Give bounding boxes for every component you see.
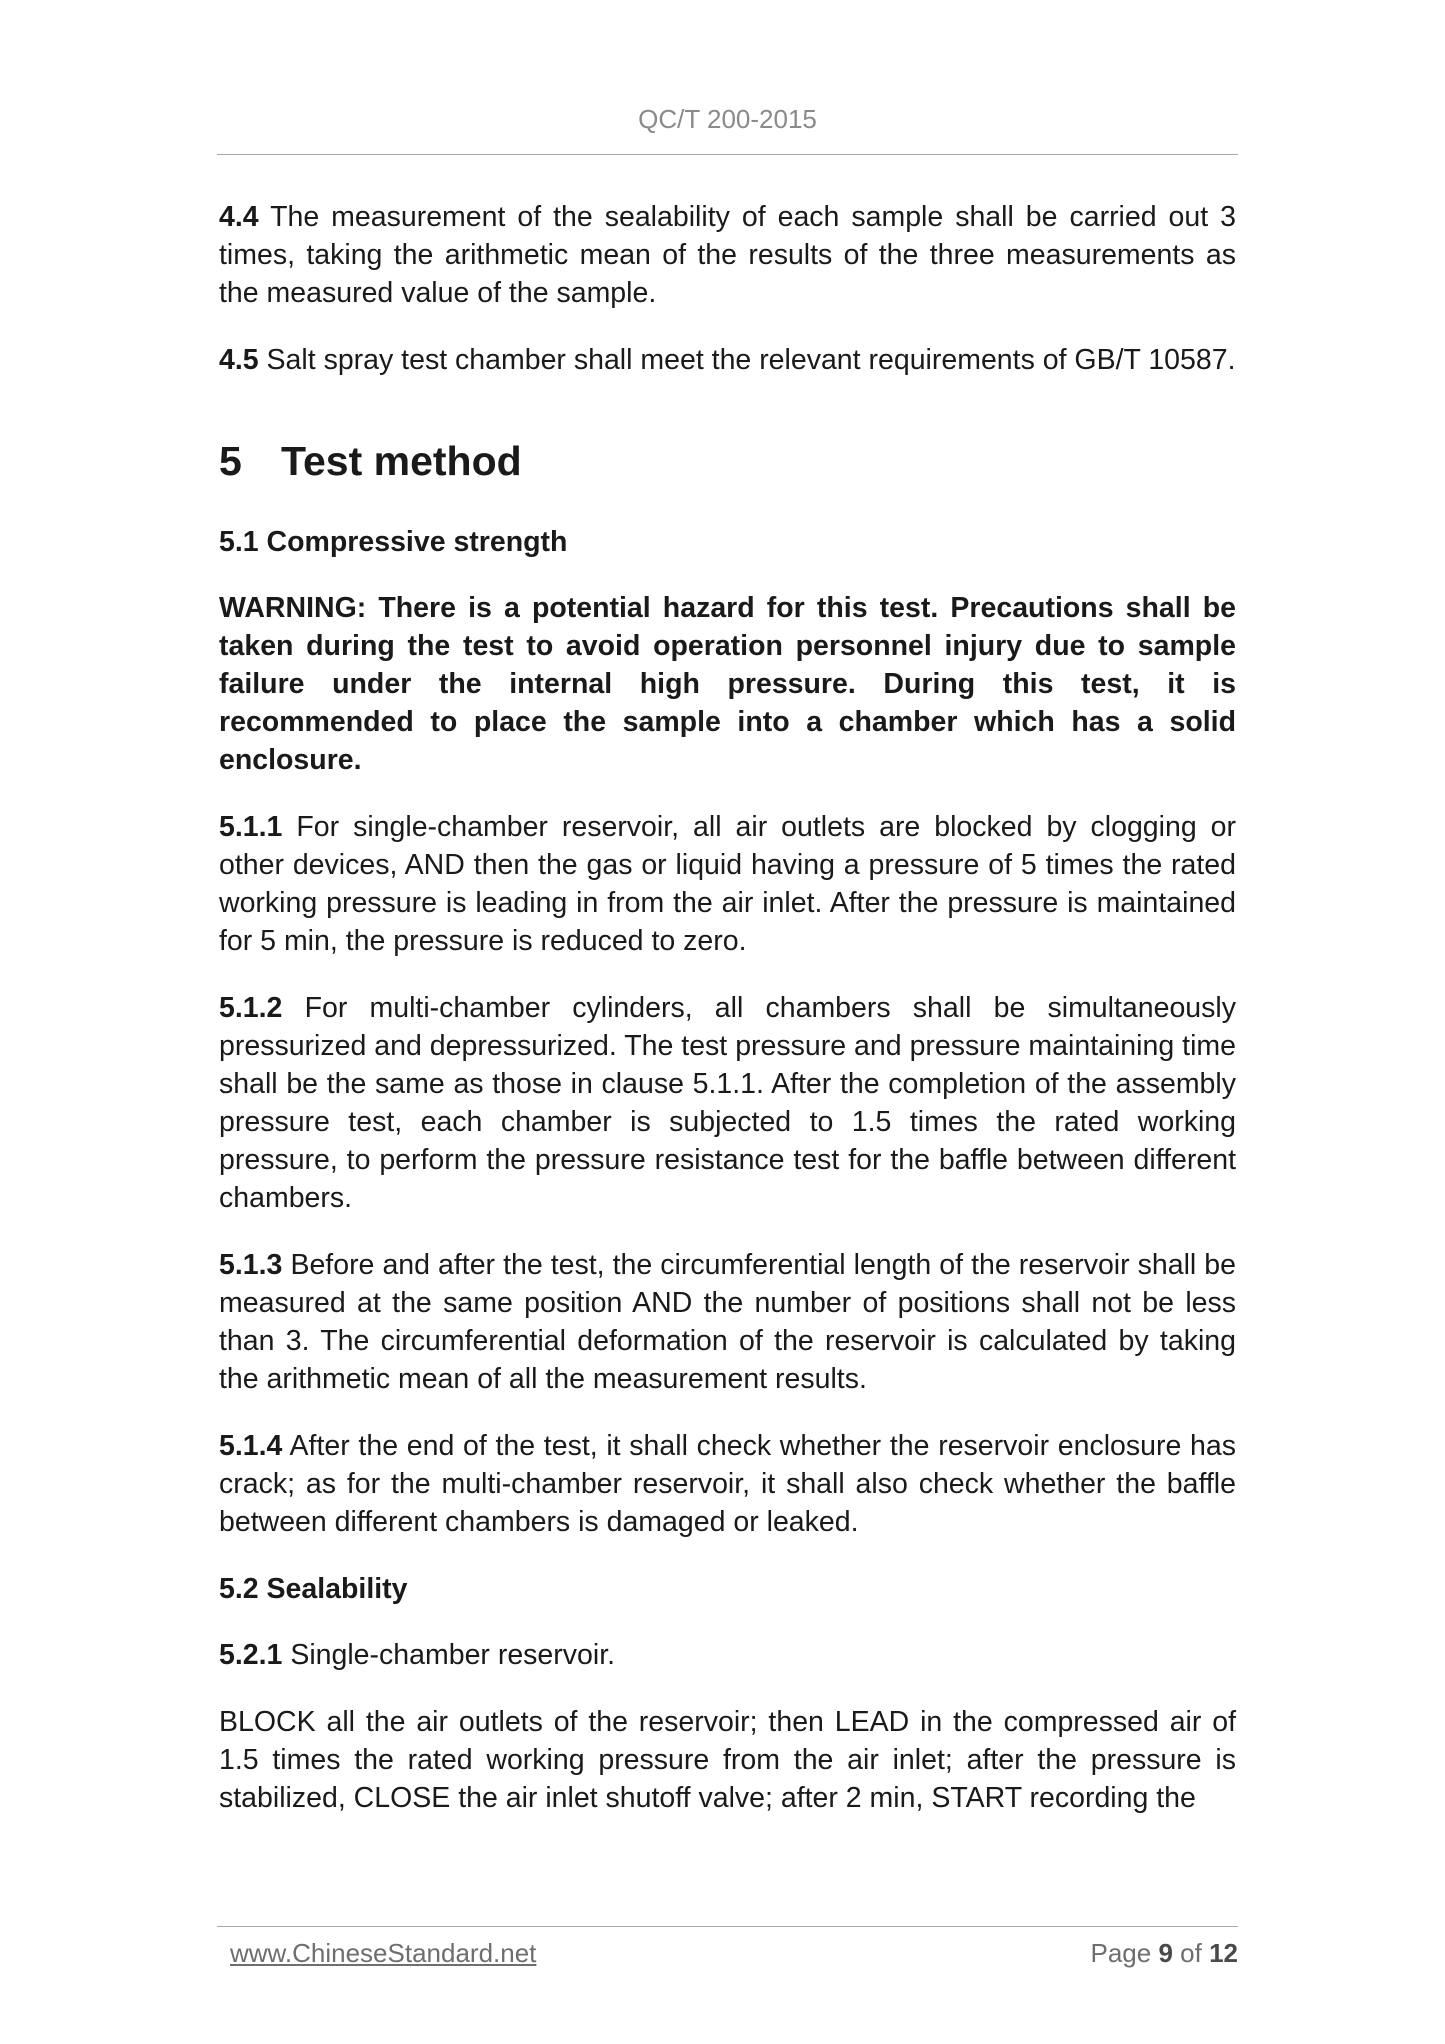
subsection-heading-5-2: 5.2 Sealability — [219, 1573, 408, 1605]
clause-number: 5.1.4 — [219, 1430, 283, 1462]
clause-text: The measurement of the sealability of each sample shall be carried out 3 times, taking the arithmetic mean of the results of the three measurements as the measured value of the sample. — [219, 201, 1237, 309]
clause-4-4 — [219, 198, 1236, 312]
page-word: Page — [1090, 1938, 1152, 1968]
procedure-paragraph: BLOCK all the air outlets of the reservoir; then LEAD in the compressed air of 1.5 times the rated working pressure from the air inlet; after the pressure is stabilized, CLOSE the air inlet shutoff valve; after 2 min, START recording the — [219, 1706, 1236, 1814]
clause-text: For single-chamber reservoir, all air outlets are blocked by clogging or other devices, AND then the gas or liquid having a pressure of 5 times the rated working pressure is leading in from the air inlet. After the pressure is maintained for 5 min, the pressure is reduced to zero. — [219, 811, 1236, 957]
clause-text: Salt spray test chamber shall meet the relevant requirements of GB/T 10587. — [266, 344, 1236, 376]
page-number — [1090, 1938, 1238, 1969]
clause-number: 5.1.1 — [219, 811, 283, 843]
clause-text: After the end of the test, it shall check whether the reservoir enclosure has crack; as for the multi-chamber reservoir, it shall also check whether the baffle between different chambers is damaged or leaked. — [219, 1430, 1236, 1538]
clause-5-1-3 — [219, 1246, 1236, 1398]
section-title: Test method — [281, 438, 522, 484]
warning-paragraph: WARNING: There is a potential hazard for this test. Precautions shall be taken during the test to avoid operation personnel injury due to sample failure under the internal high pressure. During this test, it is recommended to place the sample into a chamber which has a solid enclosure. — [219, 592, 1236, 776]
clause-number: 4.5 — [219, 344, 259, 376]
clause-number: 5.1.2 — [219, 992, 283, 1024]
page-current: 9 — [1158, 1938, 1173, 1968]
clause-5-2-1 — [219, 1636, 1236, 1674]
page-header: QC/T 200-2015 — [638, 104, 817, 134]
page-total: 12 — [1209, 1938, 1238, 1968]
clause-5-1-4 — [219, 1427, 1236, 1541]
clause-5-1-1 — [219, 808, 1236, 960]
clause-number: 5.1.3 — [219, 1249, 283, 1281]
clause-text: Single-chamber reservoir. — [290, 1639, 616, 1671]
clause-text: Before and after the test, the circumferential length of the reservoir shall be measured at the same position AND the number of positions shall not be less than 3. The circumferential deformation of the reservoir is calculated by taking the arithmetic mean of all the measurement results. — [219, 1249, 1236, 1395]
footer-divider — [217, 1926, 1238, 1927]
page-of: of — [1180, 1938, 1202, 1968]
clause-number: 5.2.1 — [219, 1639, 283, 1671]
clause-text: For multi-chamber cylinders, all chambers shall be simultaneously pressurized and depressurized. The test pressure and pressure maintaining time shall be the same as those in clause 5.1.1. After the completion of the assembly pressure test, each chamber is subjected to 1.5 times the rated working pressure, to perform the pressure resistance test for the baffle between different chambers. — [219, 992, 1236, 1214]
section-number: 5 — [219, 438, 242, 484]
clause-number: 4.4 — [219, 201, 259, 233]
document-body — [219, 198, 1236, 1846]
website-link[interactable]: www.ChineseStandard.net — [230, 1938, 537, 1968]
header-divider — [217, 154, 1238, 155]
clause-5-1-2 — [219, 989, 1236, 1217]
clause-4-5 — [219, 341, 1236, 379]
section-heading — [219, 437, 1236, 485]
subsection-heading-5-1: 5.1 Compressive strength — [219, 526, 568, 558]
